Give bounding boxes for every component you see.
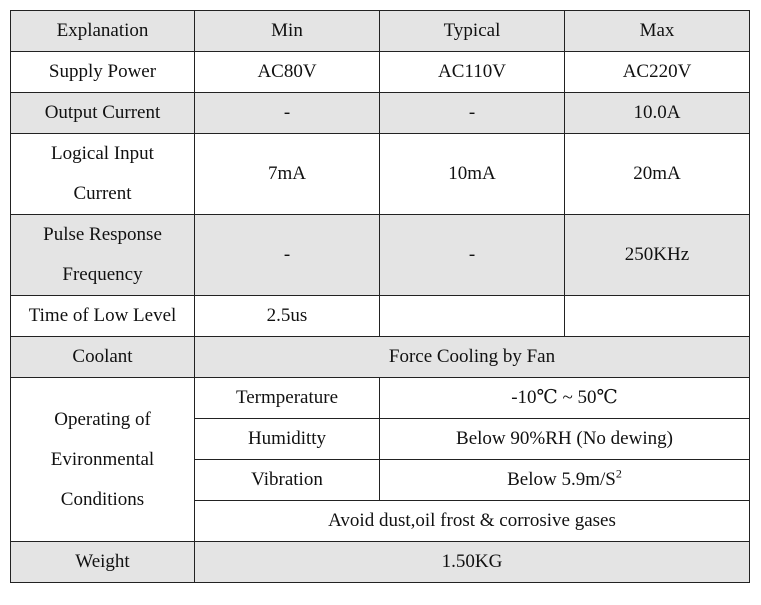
output-current-typical: - [380,93,565,134]
weight-value: 1.50KG [195,542,750,583]
coolant-value: Force Cooling by Fan [195,337,750,378]
label-weight: Weight [11,542,195,583]
row-time-low-level [11,296,750,337]
vibration-superscript: 2 [615,466,622,481]
header-max: Max [565,11,750,52]
supply-power-max: AC220V [565,52,750,93]
supply-power-typical: AC110V [380,52,565,93]
row-supply-power [11,52,750,93]
row-temperature [11,378,750,419]
logical-input-min: 7mA [195,134,380,215]
header-typical: Typical [380,11,565,52]
vibration-label: Vibration [195,460,380,501]
label-line: Conditions [60,488,145,510]
temperature-label: Termperature [195,378,380,419]
pulse-response-max: 250KHz [565,215,750,296]
vibration-value: Below 5.9m/S [507,469,616,490]
vibration-value-cell [380,460,750,501]
header-row [11,11,750,52]
header-min: Min [195,11,380,52]
row-coolant [11,337,750,378]
label-line: Evironmental [50,448,155,470]
time-low-level-typical [380,296,565,337]
label-operating-conditions [11,378,195,542]
label-line: Operating of [54,408,151,430]
pulse-response-typical: - [380,215,565,296]
row-pulse-response [11,215,750,296]
logical-input-max: 20mA [565,134,750,215]
supply-power-min: AC80V [195,52,380,93]
label-logical-input-current [11,134,195,215]
label-line: Pulse Response [43,224,162,245]
label-coolant: Coolant [11,337,195,378]
label-supply-power: Supply Power [11,52,195,93]
header-explanation: Explanation [11,11,195,52]
label-output-current: Output Current [11,93,195,134]
row-weight [11,542,750,583]
temperature-value: -10℃ ~ 50℃ [380,378,750,419]
row-logical-input-current [11,134,750,215]
output-current-max: 10.0A [565,93,750,134]
label-pulse-response [11,215,195,296]
environment-note: Avoid dust,oil frost & corrosive gases [195,501,750,542]
humidity-label: Humiditty [195,419,380,460]
logical-input-typical: 10mA [380,134,565,215]
label-time-low-level: Time of Low Level [11,296,195,337]
spec-table [10,10,750,583]
label-line: Logical Input [51,143,154,164]
time-low-level-max [565,296,750,337]
time-low-level-min: 2.5us [195,296,380,337]
output-current-min: - [195,93,380,134]
label-line: Frequency [62,264,143,285]
label-line: Current [73,183,132,204]
row-output-current [11,93,750,134]
humidity-value: Below 90%RH (No dewing) [380,419,750,460]
pulse-response-min: - [195,215,380,296]
